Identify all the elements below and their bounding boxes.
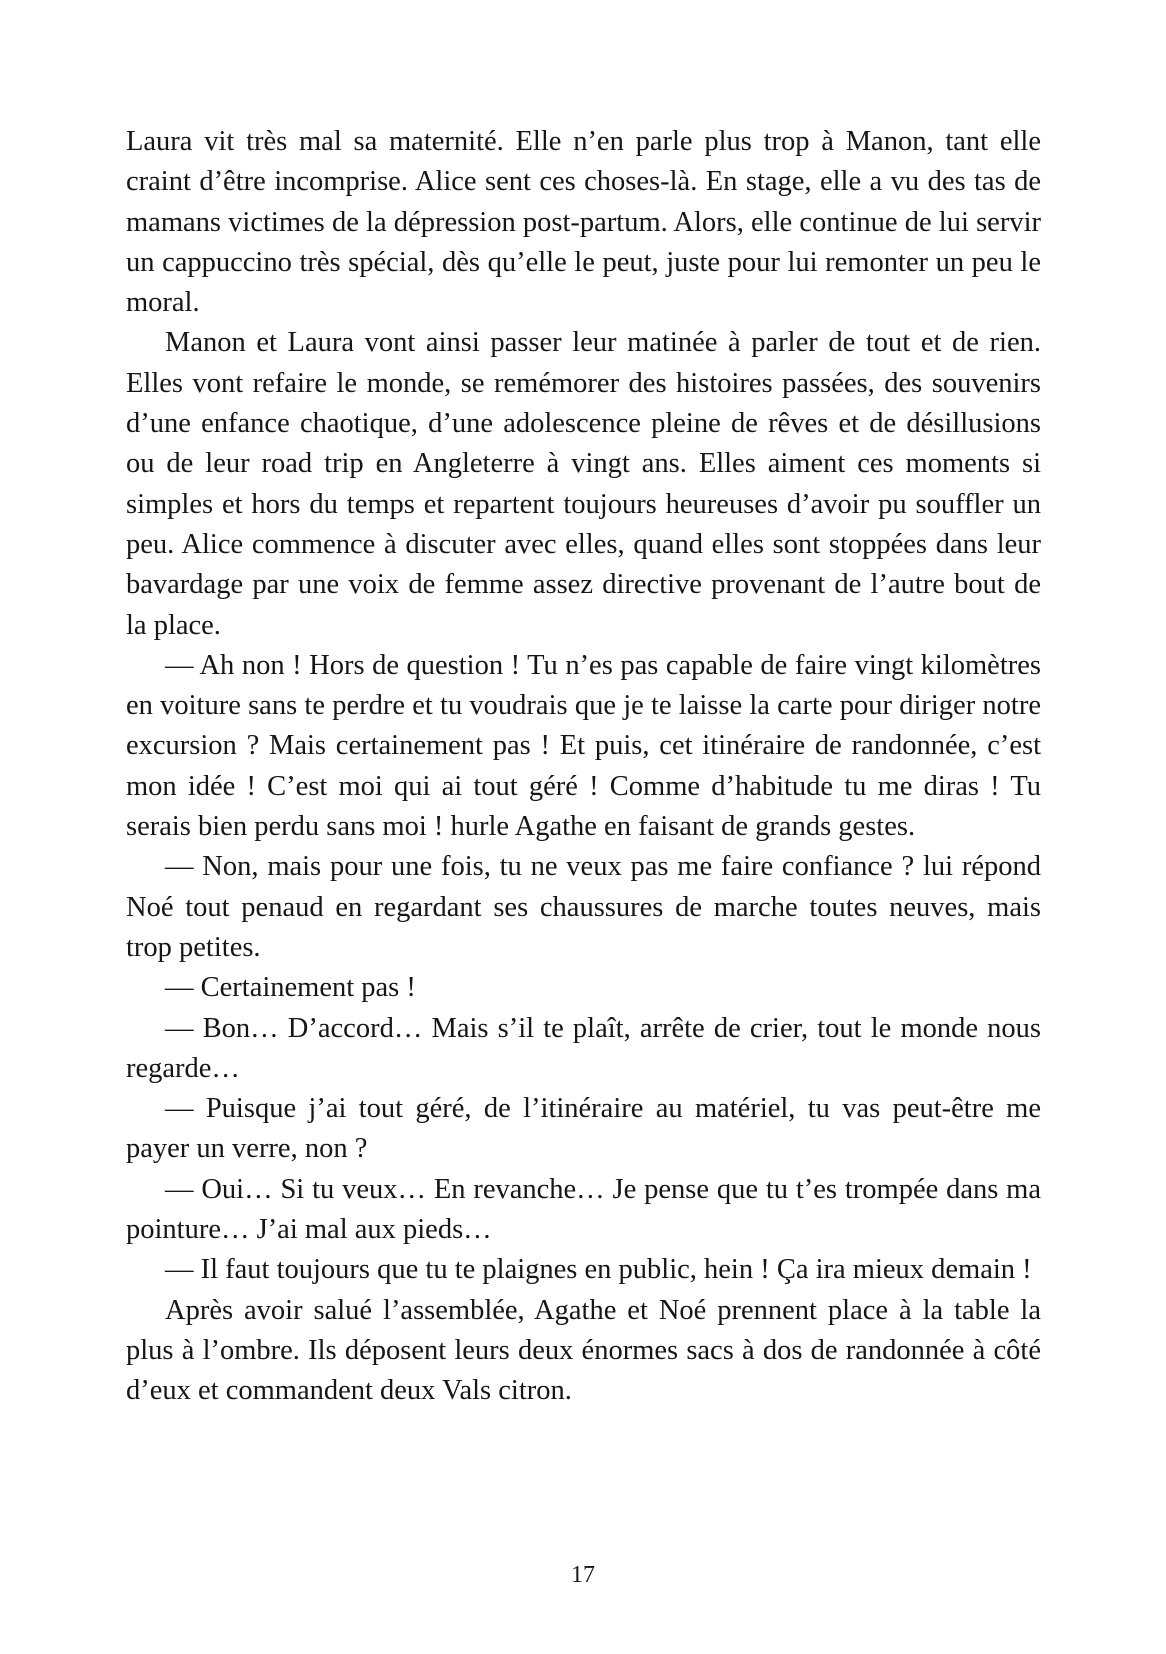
dialogue-line-4: — Bon… D’accord… Mais s’il te plaît, arrête de crier, tout le monde nous regarde… [126, 1012, 1041, 1084]
paragraph-final: Après avoir salué l’assemblée, Agathe et Noé prennent place à la table la plus à l’ombre. Ils déposent leurs deux énormes sacs à dos de randonnée à côté d’eux et commandent deux Vals citron. [126, 1294, 1041, 1407]
paragraph-2: Manon et Laura vont ainsi passer leur matinée à parler de tout et de rien. Elles vont refaire le monde, se remémorer des histoires passées, des souvenirs d’une enfance chaotique, d’une adolescence pleine de rêves et de désillusions ou de leur road trip en Angleterre à vingt ans. Elles aiment ces moments si simples et hors du temps et repartent toujours heureuses d’avoir pu souffler un peu. Alice commence à discuter avec elles, quand elles sont stoppées dans leur bavardage par une voix de femme assez directive provenant de l’autre bout de la place. [126, 327, 1041, 641]
dialogue-line-5: — Puisque j’ai tout géré, de l’itinéraire au matériel, tu vas peut-être me payer un verre, non ? [126, 1093, 1041, 1165]
page-number: 17 [571, 1562, 595, 1588]
dialogue-line-7: — Il faut toujours que tu te plaignes en public, hein ! Ça ira mieux demain ! [165, 1254, 1032, 1286]
paragraph-1: Laura vit très mal sa maternité. Elle n’en parle plus trop à Manon, tant elle craint d’être incomprise. Alice sent ces choses-là. En stage, elle a vu des tas de mamans victimes de la dépression post-partum. Alors, elle continue de lui servir un cappuccino très spécial, dès qu’elle le peut, juste pour lui remonter un peu le moral. [126, 126, 1041, 319]
dialogue-line-1: — Ah non ! Hors de question ! Tu n’es pas capable de faire vingt kilomètres en voiture sans te perdre et tu voudrais que je te laisse la carte pour diriger notre excursion ? Mais certainement pas ! Et puis, cet itinéraire de randonnée, c’est mon idée ! C’est moi qui ai tout géré ! Comme d’habitude tu me diras ! Tu serais bien perdu sans moi ! hurle Agathe en faisant de grands gestes. [126, 649, 1041, 843]
dialogue-line-6: — Oui… Si tu veux… En revanche… Je pense que tu t’es trompée dans ma pointure… J’ai mal aux pieds… [126, 1173, 1041, 1246]
dialogue-line-2: — Non, mais pour une fois, tu ne veux pas me faire confiance ? lui répond Noé tout penaud en regardant ses chaussures de marche toutes neuves, mais trop petites. [126, 851, 1041, 963]
body-text [126, 122, 1041, 1412]
dialogue-line-3: — Certainement pas ! [165, 972, 416, 1004]
